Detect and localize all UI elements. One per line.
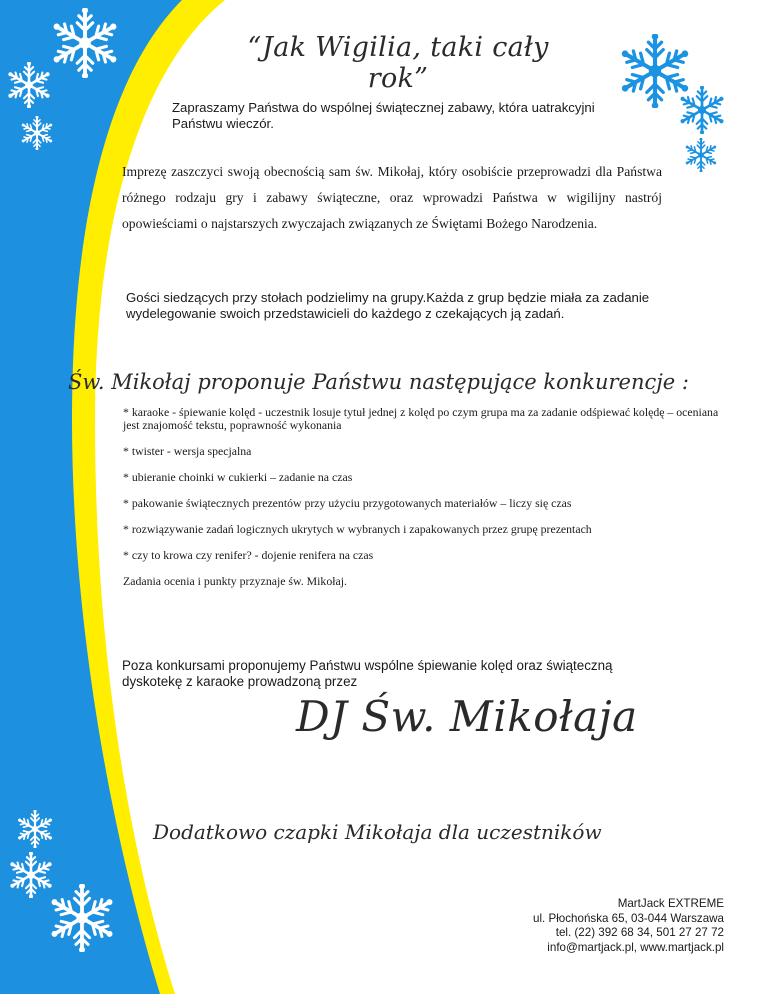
list-item: * ubieranie choinki w cukierki – zadanie na czas	[123, 470, 353, 484]
list-item: * karaoke - śpiewanie kolęd - uczestnik losuje tytuł jednej z kolęd po czym grupa ma za zadanie odśpiewać kolędę – oceniana jest znajomość tekstu, poprawność wykonania	[123, 405, 719, 432]
snowflake-icon	[20, 116, 54, 150]
dj-paragraph: Poza konkursami proponujemy Państwu wspólne śpiewanie kolęd oraz świąteczną dyskotekę z karaoke prowadzoną przez	[122, 658, 613, 689]
competitions-heading: Św. Mikołaj proponuje Państwu następujące konkurencje :	[68, 370, 689, 394]
dj-heading: DJ Św. Mikołaja	[296, 692, 638, 741]
snowflake-icon	[6, 62, 52, 108]
competitions-list	[123, 406, 723, 600]
snowflake-icon	[16, 810, 54, 848]
groups-paragraph: Gości siedzących przy stołach podzielimy na grupy.Każda z grup będzie miała za zadanie wydelegowanie swoich przedstawicieli do każdego z czekających ją zadań.	[126, 290, 650, 321]
santa-paragraph: Imprezę zaszczyci swoją obecnością sam św. Mikołaj, który osobiście przeprowadzi dla Państwa różnego rodzaju gry i zabawy świąteczne, oraz wprowadzi Państwa w wigilijny nastrój opowieściami o najstarszych zwyczajach związanych ze Świętami Bożego Narodzenia.	[122, 164, 662, 231]
list-item: * czy to krowa czy renifer? - dojenie renifera na czas	[123, 548, 374, 562]
snowflake-icon	[678, 86, 726, 134]
intro-paragraph: Zapraszamy Państwa do wspólnej świątecznej zabawy, która uatrakcyjni Państwu wieczór.	[172, 100, 595, 131]
list-item: * twister - wersja specjalna	[123, 444, 252, 458]
contact-block	[424, 897, 724, 955]
extra-heading: Dodatkowo czapki Mikołaja dla uczestników	[153, 820, 602, 844]
company-name: MartJack EXTREME	[617, 897, 724, 910]
snowflake-icon	[684, 138, 718, 172]
list-item: * pakowanie świątecznych prezentów przy użyciu przygotowanych materiałów – liczy się czas	[123, 496, 572, 510]
company-phone: tel. (22) 392 68 34, 501 27 27 72	[555, 926, 724, 939]
snowflake-icon	[48, 884, 116, 952]
company-address: ul. Płochońska 65, 03-044 Warszawa	[533, 911, 724, 925]
company-web: info@martjack.pl, www.martjack.pl	[547, 940, 724, 954]
list-item: Zadania ocenia i punkty przyznaje św. Mikołaj.	[123, 574, 347, 588]
page-title: “Jak Wigilia, taki cały rok”	[247, 32, 549, 94]
list-item: * rozwiązywanie zadań logicznych ukrytych w wybranych i zapakowanych przez grupę prezentach	[123, 522, 592, 536]
snowflake-icon	[50, 8, 120, 78]
